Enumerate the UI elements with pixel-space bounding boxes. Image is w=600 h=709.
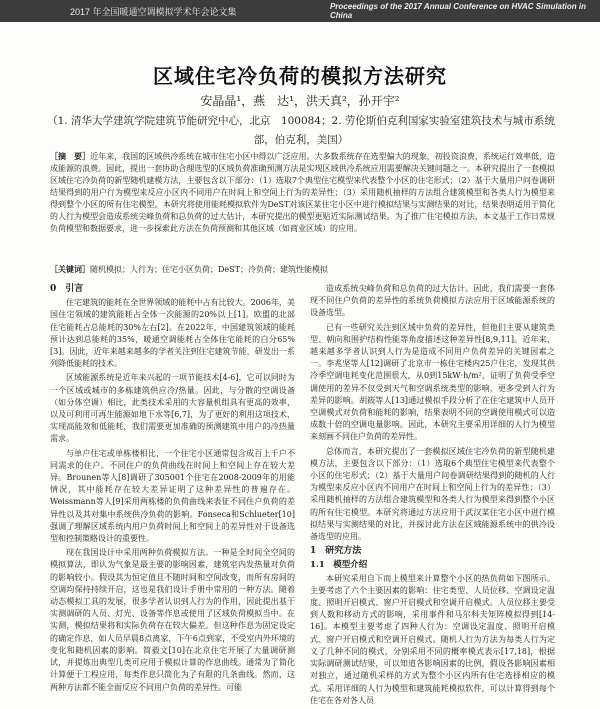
right-column <box>310 283 555 709</box>
header-right: Proceedings of the 2017 Annual Conference on HVAC Simulation in China <box>329 2 586 20</box>
keywords <box>50 264 555 275</box>
proceedings-header <box>0 0 600 22</box>
left-column <box>50 283 295 696</box>
header-left: 2017 年全国暖通空调模拟学术年会论文集 <box>70 6 237 17</box>
keywords-text: 随机模拟；人行为；住宅小区负荷；DeST；冷负荷；建筑性能模拟 <box>90 265 328 274</box>
abstract <box>50 150 555 235</box>
affiliation: （1. 清华大学建筑学院建筑节能研究中心，北京 100084；2. 劳伦斯伯克利国家实验室建筑技术与城市系统部，伯克利，美国） <box>47 115 555 146</box>
abstract-label: ［摘 要］ <box>50 151 91 161</box>
paragraph: 本研究采用自下而上模型来计算整个小区的热负荷如下图所示。主要考虑了六个主要因素的影响：住宅类型、人员位移、空调设定温度、照明开启模式、窗户开启模式和空调开启模式。人员位移主要受到人数和移动方式的影响，采用事件和马尔科夫矩阵模拟得到[14-16]。本模型主要考虑了四种人行为：空调设定温度、照明开启模式、窗户开启模式和空调开启模式。随机人行为方法为每类人行为定义了几种不同的模式，分别采用不同的概率模式表示[17,18]，根据实际调研测试结果，可以知道各影响因素的比例，假设各影响因素相对独立，通过随机采样的方式为整个小区内所有住宅选择相应的模式。采用详细的人行为模型和建筑能耗模拟软件，可以计算得到每个住宅在各对各人员 <box>310 573 555 705</box>
paragraph: 总体而言，本研究提出了一套模拟区域住宅冷负荷的新型随机建模方法，主要包含以下部分：（1）选取6个典型住宅模型来代表整个小区的住宅形式；（2）基于大量用户问卷调研结果得到的随机的人行为模型来反应小区内不同用户在时间上和空间上行为的差异性；（3）采用随机抽样的方法组合建筑模型和各类人行为模型来得到整个小区的所有住宅模型。本研究将通过方法应用于武汉某住宅小区中进行模拟结果与实测结果的对比，并探讨此方法在区域能源系统中的供冷设备选型的应用。 <box>310 446 555 542</box>
authors: 安晶晶¹，燕 达¹，洪天真²，孙开宇² <box>200 94 400 108</box>
paragraph: 与单户住宅或单栋楼相比，一个住宅小区通常包含成百上千户不同需求的住户。不同住户的负荷曲线在时间上和空间上存在较大差异。Brounen等人[8]调研了305001个住宅在2008-2009年的用能情况，其中能耗存在较大差异证明了这种差异性的普遍存在。Weissmann等人[9]采用两栋楼的负荷曲线来表征不同住户负荷的差异性以及其对集中系统供冷负荷的影响。Fonseca和Schlueter[10]强调了理解区域系统内用户负荷时间上和空间上的差异性对于设备选型和控制策略设计的重要性。 <box>50 448 295 544</box>
paragraph: 住宅建筑的能耗在全世界领域的能耗中占有比较大。2006年，美国住宅领域的建筑能耗占全体一次能源的20%以上[1]。欧盟的北部住宅能耗占总能耗的30%左右[2]。在2022年，中国建筑领域的能耗预计达到总能耗的35%，暖通空调能耗占全体住宅能耗的白分65%[3]。因此，近年来越来越多的学者关注到住宅建筑节能，研发出一系列降低能耗的技术。 <box>50 298 295 369</box>
section-heading-intro: 0 引言 <box>50 284 84 294</box>
subsection-heading-model: 1.1 模型介绍 <box>310 560 368 571</box>
keywords-label: ［关键词］ <box>50 264 90 274</box>
paragraph: 已有一些研究关注到区域中负荷的差异性，但他们主要从建筑类型、朝向和围护结构性能等角度描述这种差异性[8,9,11]。近年来，越来越多学者认识到人行为是造成不同用户负荷差异的关键因素之一。李兆坚等人[12]调研了北京市一栋住宅楼内25户住宅，发现其供冷季空调电耗变化范围很大，从0到15kW·h/m²，证明了负荷受季空调使用的差异不仅受到天气和空调系统类型的影响，更多受到人行为差异的影响。胡筱等人[13]通过模拟手段分析了在住宅建筑中人员开空调模式对负荷和能耗的影响，结果表明不同的空调使用模式可以造成数十倍的空调电量影响。因此，本研究主要采用详细的人行为模型来刻画不同住户负荷的差异性。 <box>310 322 555 442</box>
paragraph: 区域能源系统是近年来兴起的一项节能技术[4-6]，它可以同时为一个区域或城市的多栋建筑供应冷/热量。因此，与分散的空调设备（如分体空调）相比，此类技术采用的大容量机组具有更高的效率，以及可利用可再生能源如地下水等[6,7]，为了更好的利用这项技术，实现高能效和低能耗，我们需要更加准确的预测建筑中用户的冷热量需求。 <box>50 373 295 444</box>
paragraph: 现在我国设计中采用两种负荷模拟方法。一种是全时间全空间的模拟算法，即认为气象是最主要的影响因素，建筑室内发热量对负荷的影响较小。假设其为恒定值且不随时间和空间改变，而所有房间的空调均保持持续开启，这也是我们设计手册中常用的一种方法。随着动态模拟工具的发展，很多学者认识到人行为的作用，因此提出基于实测调研的人员、灯光、设备等作息或使用了区域负荷模拟当中。在实测，模拟结果将和实际负荷存在较大偏差。但这种作息为固定设定的确定作息，如人员早晨8点离家，下午6点到家，不受室内外环境的变化和随机因素的影响。简毅文[10]在北京住宅开展了大量调研测试，并提炼出典型几类可应用于模拟计算的作息曲线。通常为了简化计算便于工程应用，每类作息只简化为了有限的几条曲线。然而，这两种方法都不能全面反应不同用户负荷的差异性。可能 <box>50 548 295 692</box>
section-heading-method: 1 研究方法 <box>310 546 362 557</box>
paper-title: 区域住宅冷负荷的模拟方法研究 <box>153 64 447 88</box>
abstract-text: 近年来，我国的区域供冷系统在城市住宅小区中得以广泛应用。大多数系统存在选型偏大的现象，初投资浪费，系统运行效率低，造成能源的浪费。因此，提出一套协助合理选型的区域负荷准确预测方法是实现区域供冷系统应用需要解决关键问题之一。本研究提出了一套模拟区域住宅冷负荷的新型随机建模方法，主要包含以下部分：（1）选取7个典型住宅模型来代表整个小区的住宅形式；（2）基于大量用户问卷调研结果得到的用户行为模型来反应小区内不同用户在时间上和空间上行为的差异性；（3）采用随机抽样的方法组合建筑模型和各类人行为模型来得到整个小区的所有住宅模型。本研究将使用能耗模拟软件为DeST对该区某住宅小区中进行模拟结果与实测结果的对比，结果表明适用于简化的人行为模型会造成系统尖峰负荷和总负荷的过大估计，本研究提出的模型更贴近实际测试结果。为了推广住宅模拟方法，本文基于工作日常规负荷模型和数据要求，进一步探索此方法在负荷预测和其他区域（如商业区域）的应用。 <box>50 152 556 233</box>
paragraph: 造成系统尖峰负荷和总负荷的过大估计。因此，我们需要一套体现不同住户负荷的差异性的系统负荷模拟方法应用于区域能源系统的设备选型。 <box>310 284 555 318</box>
